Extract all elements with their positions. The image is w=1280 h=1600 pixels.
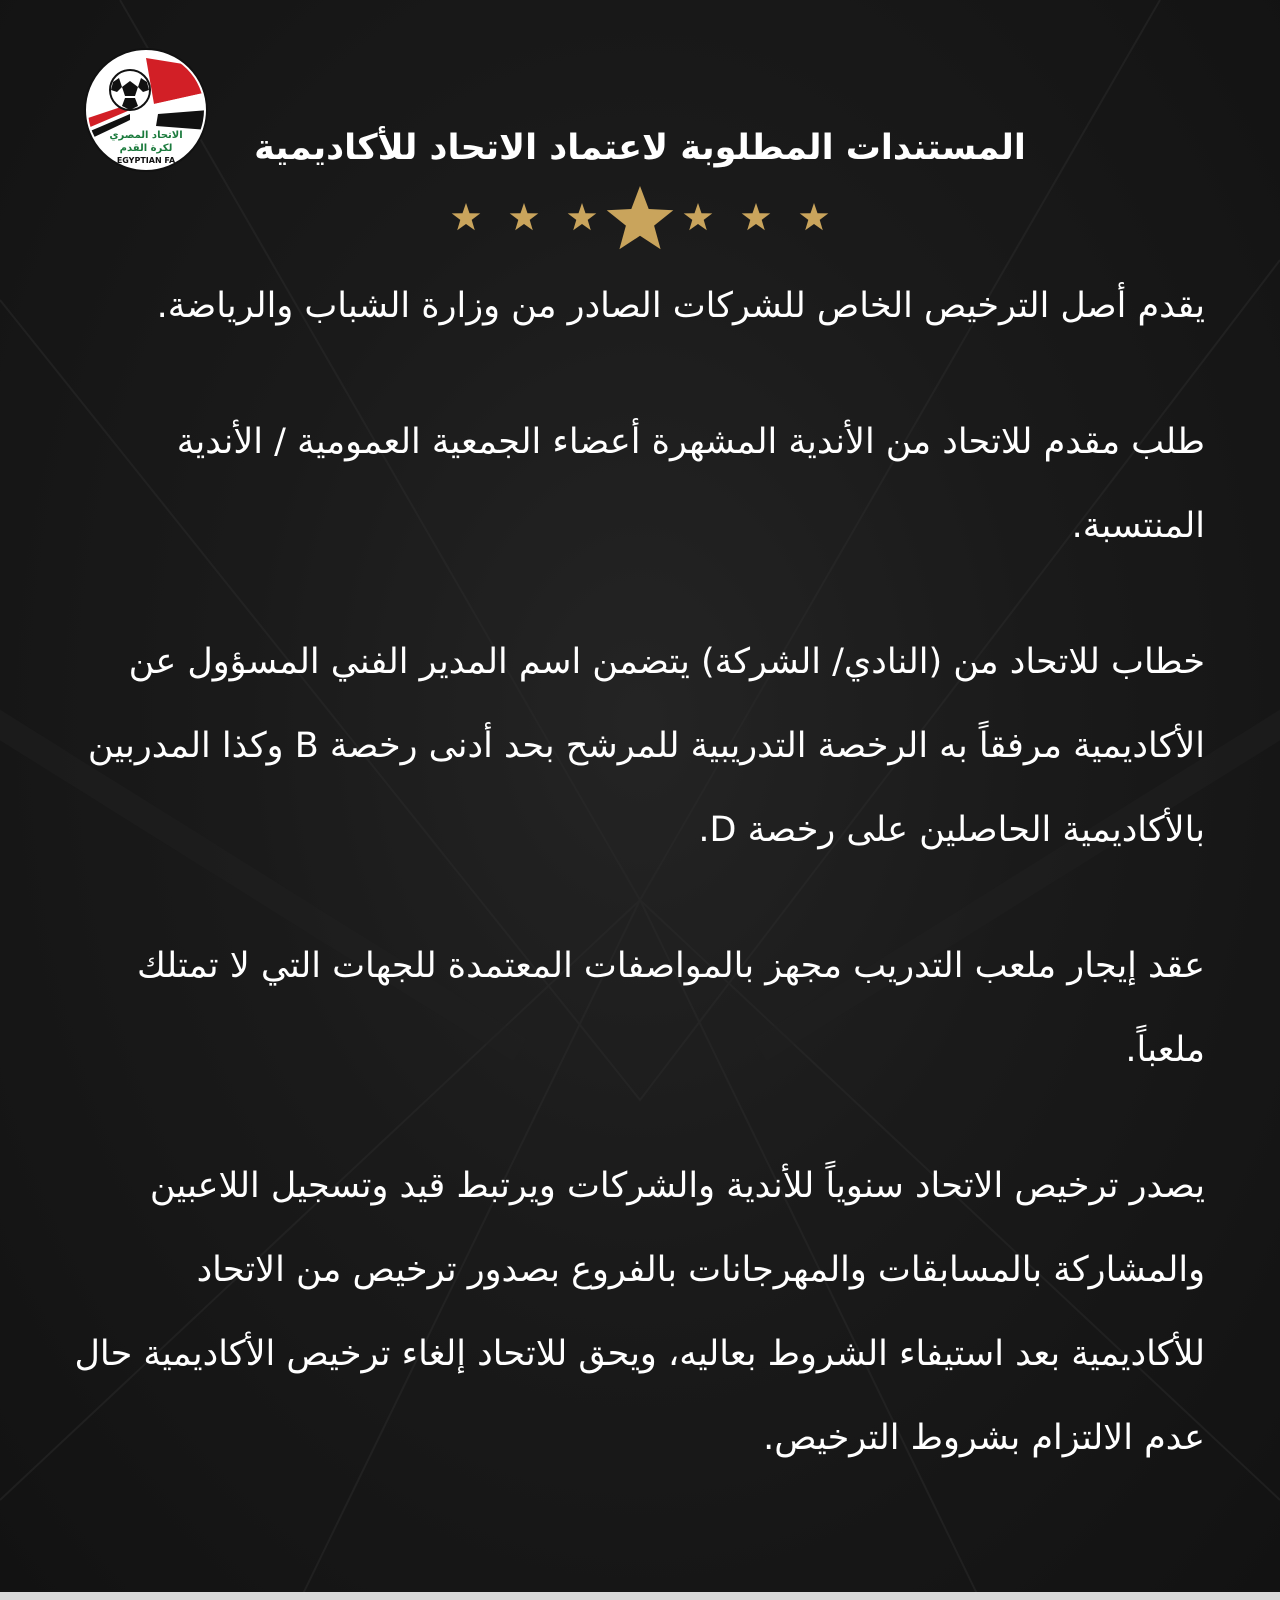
star-icon (800, 203, 829, 230)
requirement-paragraph: خطاب للاتحاد من (النادي/ الشركة) يتضمن اسم المدير الفني المسؤول عن الأكاديمية مرفقاً به الرخصة التدريبية للمرشح بحد أدنى رخصة B وكذا المدربين بالأكاديمية الحاصلين على رخصة D. (87, 642, 1205, 850)
requirement-paragraph: طلب مقدم للاتحاد من الأندية المشهرة أعضاء الجمعية العمومية / الأندية المنتسبة. (176, 422, 1205, 546)
stars-row (440, 182, 840, 262)
requirement-paragraph: يصدر ترخيص الاتحاد سنوياً للأندية والشركات ويرتبط قيد وتسجيل اللاعبين والمشاركة بالمسابقات والمهرجانات بالفروع بصدور ترخيص من الاتحاد للأكاديمية بعد استيفاء الشروط بعاليه، ويحق للاتحاد إلغاء ترخيص الأكاديمية حال عدم الالتزام بشروط الترخيص. (74, 1166, 1205, 1458)
egyptian-fa-logo (84, 48, 208, 172)
bottom-edge (0, 1592, 1280, 1600)
star-icon (684, 203, 713, 230)
star-icon (568, 203, 597, 230)
svg-text:الاتحاد المصري: الاتحاد المصري (109, 130, 183, 141)
svg-text:EGYPTIAN FA: EGYPTIAN FA (116, 156, 176, 165)
requirements-list (70, 264, 1205, 1480)
star-icon (607, 186, 674, 249)
star-icon (510, 203, 539, 230)
svg-text:لكرة القدم: لكرة القدم (119, 143, 173, 154)
star-icon (742, 203, 771, 230)
requirement-paragraph: عقد إيجار ملعب التدريب مجهز بالمواصفات المعتمدة للجهات التي لا تمتلك ملعباً. (137, 946, 1205, 1070)
star-icon (452, 203, 481, 230)
page-title: المستندات المطلوبة لاعتماد الاتحاد للأكاديمية (254, 128, 1026, 168)
requirement-paragraph: يقدم أصل الترخيص الخاص للشركات الصادر من وزارة الشباب والرياضة. (156, 286, 1205, 326)
